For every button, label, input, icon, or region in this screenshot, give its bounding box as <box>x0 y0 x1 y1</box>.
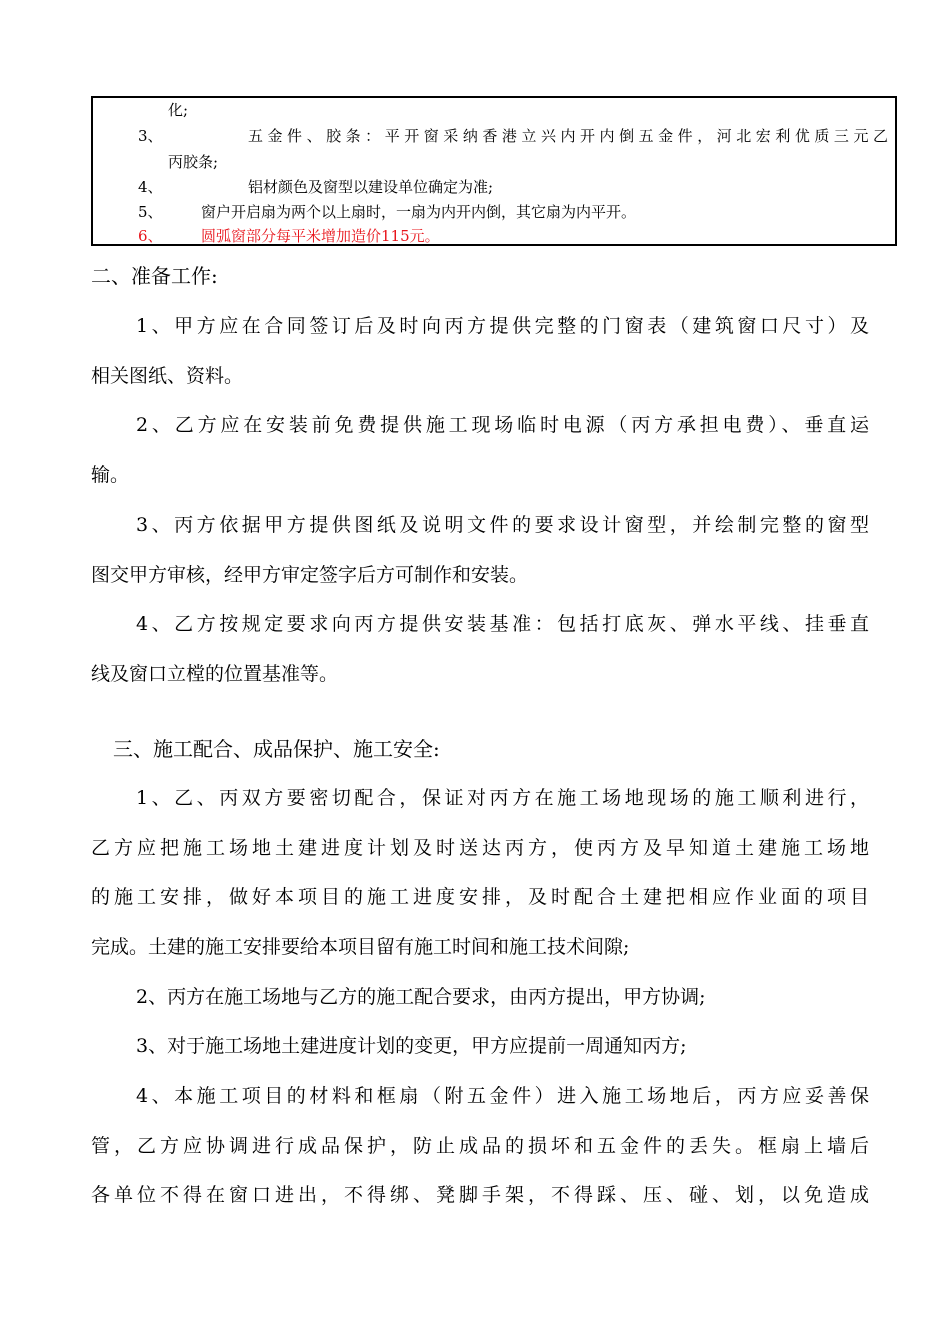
s2-p3-line2: 图交甲方审核，经甲方审定签字后方可制作和安装。 <box>91 564 529 586</box>
s3-p1-line1: 1、乙、丙双方要密切配合，保证对丙方在施工场地现场的施工顺利进行， <box>136 787 869 809</box>
box-item-4-text: 铝材颜色及窗型以建设单位确定为准; <box>248 178 494 196</box>
box-item-3-text: 五金件、胶条：平开窗采纳香港立兴内开内倒五金件，河北宏利优质三元乙 <box>248 127 888 145</box>
s2-p2-line1: 2、乙方应在安装前免费提供施工现场临时电源（丙方承担电费）、垂直运 <box>136 414 869 436</box>
s3-p2-line1: 2、丙方在施工场地与乙方的施工配合要求，由丙方提出，甲方协调; <box>136 986 706 1008</box>
s2-p3-line1: 3、丙方依据甲方提供图纸及说明文件的要求设计窗型，并绘制完整的窗型 <box>136 514 869 536</box>
s2-p4-line2: 线及窗口立樘的位置基准等。 <box>91 663 339 685</box>
s3-p4-line3: 各单位不得在窗口进出，不得绑、凳脚手架，不得踩、压、碰、划，以免造成 <box>91 1184 869 1206</box>
box-item-6-number: 6、 <box>138 227 163 245</box>
box-item-3-number: 3、 <box>138 127 163 145</box>
section-2-heading: 二、准备工作: <box>91 264 218 288</box>
box-item-5-number: 5、 <box>138 203 163 221</box>
s2-p1-line2: 相关图纸、资料。 <box>91 365 244 387</box>
box-item-3-text-cont: 丙胶条; <box>168 153 219 171</box>
box-item-4-number: 4、 <box>138 178 163 196</box>
box-item-6-text: 圆弧窗部分每平米增加造价115元。 <box>201 227 440 245</box>
s2-p1-line1: 1、甲方应在合同签订后及时向丙方提供完整的门窗表（建筑窗口尺寸）及 <box>136 315 869 337</box>
s3-p1-line3: 的施工安排，做好本项目的施工进度安排，及时配合土建把相应作业面的项目 <box>91 886 869 908</box>
s3-p1-line4: 完成。土建的施工安排要给本项目留有施工时间和施工技术间隙; <box>91 936 630 958</box>
s2-p4-line1: 4、乙方按规定要求向丙方提供安装基准：包括打底灰、弹水平线、挂垂直 <box>136 613 869 635</box>
s3-p1-line2: 乙方应把施工场地土建进度计划及时送达丙方，使丙方及早知道土建施工场地 <box>91 837 869 859</box>
section-3-heading: 三、施工配合、成品保护、施工安全: <box>113 737 440 761</box>
s3-p3-line1: 3、对于施工场地土建进度计划的变更，甲方应提前一周通知丙方; <box>136 1035 687 1057</box>
s3-p4-line2: 管，乙方应协调进行成品保护，防止成品的损坏和五金件的丢失。框扇上墙后 <box>91 1135 869 1157</box>
box-item-3 <box>138 126 163 146</box>
s3-p4-line1: 4、本施工项目的材料和框扇（附五金件）进入施工场地后，丙方应妥善保 <box>136 1085 869 1107</box>
s2-p2-line2: 输。 <box>91 464 130 486</box>
box-line-continuation: 化; <box>168 101 189 119</box>
notes-box <box>91 96 897 246</box>
box-item-5-text: 窗户开启扇为两个以上扇时，一扇为内开内倒，其它扇为内平开。 <box>201 203 637 221</box>
